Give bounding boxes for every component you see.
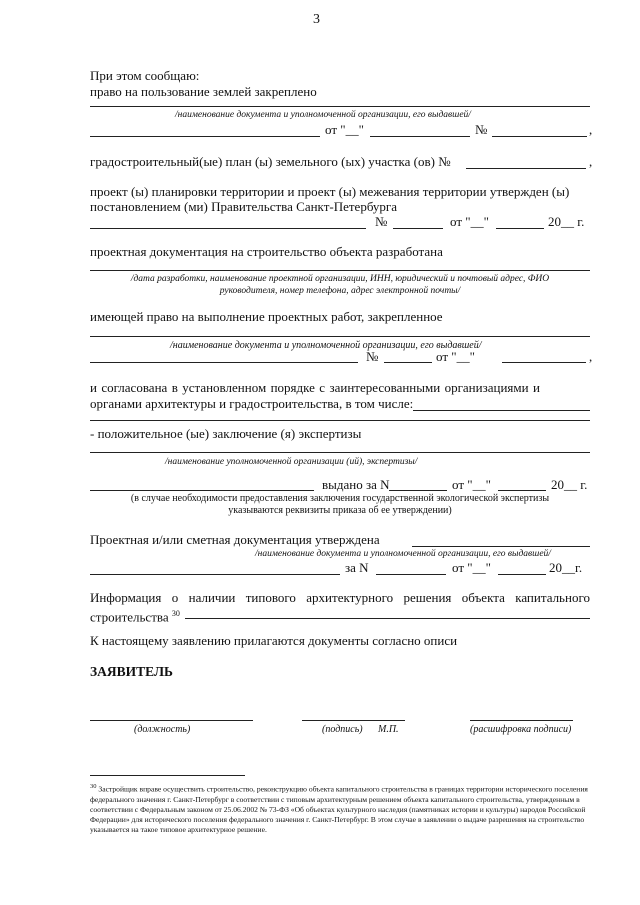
project-doc-line — [90, 270, 590, 271]
project-line-1: проект (ы) планировки территории и проект (ы) межевания территории утвержден (ы) — [90, 184, 570, 199]
grad-plan-number-blank — [466, 168, 586, 169]
estimate-label: Проектная и/или сметная документация утверждена — [90, 532, 380, 547]
expertise-label: - положительное (ые) заключение (я) экспертизы — [90, 426, 362, 441]
applicant-heading: ЗАЯВИТЕЛЬ — [90, 664, 173, 679]
agreed-blank — [413, 410, 590, 411]
land-number-blank — [492, 136, 587, 137]
footnote-separator — [90, 775, 245, 776]
attached-documents: К настоящему заявлению прилагаются документы согласно описи — [90, 633, 458, 648]
typical-blank — [185, 618, 590, 619]
page-number: 3 — [313, 12, 320, 27]
project-date-blank — [496, 228, 544, 229]
intro-line-2: право на пользование землей закреплено — [90, 84, 317, 99]
estimate-number-blank — [376, 574, 446, 575]
signature-line — [302, 720, 405, 721]
position-line — [90, 720, 253, 721]
footnote — [90, 782, 598, 835]
project-ot-label: от "__" — [450, 214, 489, 229]
expertise-number-blank — [389, 490, 447, 491]
land-doc-blank — [90, 136, 320, 137]
estimate-ot-label: от "__" — [452, 560, 491, 575]
land-date-blank — [370, 136, 470, 137]
agreed-line-1: и согласована в установленном порядке с заинтересованными организациями и — [90, 380, 540, 395]
agreed-extra-line — [90, 420, 590, 421]
project-doc-caption-2: руководителя, номер телефона, адрес электронной почты/ — [219, 286, 461, 296]
expertise-doc-blank — [90, 490, 314, 491]
intro-line-1: При этом сообщаю: — [90, 68, 200, 83]
estimate-date-blank — [498, 574, 546, 575]
project-doc-label: проектная документация на строительство объекта разработана — [90, 244, 443, 259]
typical-line-1: Информация о наличии типового архитектурного решения объекта капитального — [90, 590, 590, 605]
footnote-ref: 30 — [171, 609, 180, 618]
land-ot-label: от "__" — [325, 122, 364, 137]
expertise-caption: /наименование уполномоченной организации (ий), экспертизы/ — [165, 457, 418, 467]
design-ot-label: от "__" — [436, 349, 475, 364]
expertise-issued-label: выдано за N — [322, 477, 390, 492]
estimate-za-label: за N — [345, 560, 369, 575]
design-number-blank — [384, 362, 432, 363]
design-right-label: имеющей право на выполнение проектных работ, закрепленное — [90, 309, 443, 324]
design-date-blank — [502, 362, 586, 363]
expertise-year: 20__ г. — [551, 477, 588, 492]
footnote-text: Застройщик вправе осуществить строительство, реконструкцию объекта капитального строительства в границах территории исторического поселения федерального значения г. Санкт-Петербург в соответствии с типовым архитектурным решением объекта капитального строительства, утвержденным в соответствии с Федеральным законом от 25.06.2002 № 73-ФЗ «Об объектах культурного наследия (памятниках истории и культуры) народов Российской Федерации» для исторического поселения федерального значения г. Санкт-Петербург. В этом случае в заявлении о выдаче разрешения на строительство указывается на такое типовое архитектурное решение. — [90, 784, 588, 834]
design-no-label: № — [366, 349, 379, 364]
land-right-line — [90, 106, 590, 107]
signature-caption: (подпись) — [322, 724, 363, 735]
estimate-blank — [412, 546, 590, 547]
project-number-blank — [393, 228, 443, 229]
land-no-label: № — [475, 122, 488, 137]
expertise-note-2: указываются реквизиты приказа об ее утверждении) — [228, 505, 452, 516]
stamp-place-caption: М.П. — [378, 724, 399, 735]
project-line-2: постановлением (ми) Правительства Санкт-Петербурга — [90, 199, 398, 214]
typical-line-2: строительства $^{30}$ — [90, 609, 180, 625]
footnote-number: 30 — [90, 783, 97, 790]
expertise-ot-label: от "__" — [452, 477, 491, 492]
project-no-label: № — [375, 214, 388, 229]
design-doc-blank — [90, 362, 358, 363]
land-right-caption: /наименование документа и уполномоченной организации, его выдавшей/ — [175, 110, 471, 120]
decode-caption: (расшифровка подписи) — [470, 724, 572, 735]
design-right-caption: /наименование документа и уполномоченной организации, его выдавшей/ — [170, 340, 482, 351]
estimate-doc-blank — [90, 574, 340, 575]
position-caption: (должность) — [134, 724, 191, 735]
project-year: 20__ г. — [548, 214, 585, 229]
expertise-line — [90, 452, 590, 453]
project-doc-caption-1: /дата разработки, наименование проектной организации, ИНН, юридический и почтовый адрес, ФИО — [130, 274, 550, 284]
grad-plan-label: градостроительный(ые) план (ы) земельного (ых) участка (ов) № — [90, 154, 451, 169]
expertise-note-1: (в случае необходимости предоставления заключения государственной экологической экспертизы — [130, 493, 550, 504]
project-resolution-blank — [90, 228, 366, 229]
estimate-caption: /наименование документа и уполномоченной организации, его выдавшей/ — [255, 549, 551, 559]
expertise-date-blank — [498, 490, 546, 491]
estimate-year: 20__г. — [549, 560, 583, 575]
decode-line — [470, 720, 573, 721]
agreed-line-2: органами архитектуры и градостроительства, в том числе: — [90, 396, 414, 411]
design-right-line — [90, 336, 590, 337]
